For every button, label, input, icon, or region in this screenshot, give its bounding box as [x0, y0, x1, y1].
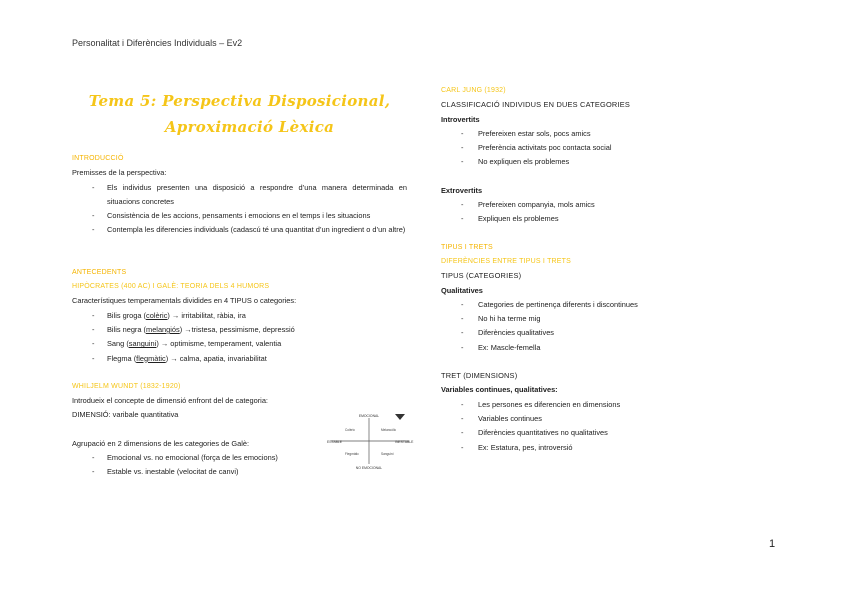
right-column — [441, 84, 741, 455]
list-item: - No hi ha terme mig — [461, 312, 741, 326]
list-item: - Sang (sanguini) → optimisme, temperament, valentia — [92, 337, 407, 351]
extroverts-list — [441, 198, 741, 227]
humors-list — [72, 309, 407, 366]
list-item: - Bilis groga (colèric) → irritabilitat, ràbia, ira — [92, 309, 407, 323]
qualitatives-label: Qualitatives — [441, 285, 483, 295]
wundt-line-1: Introdueix el concepte de dimensió enfront del de categoria: — [72, 396, 268, 406]
list-item: - Flegma (flegmàtic) → calma, apatia, invariabilitat — [92, 352, 407, 366]
quadrant-label: Sanguini — [381, 452, 394, 456]
title-line-1: Tema 5: Perspectiva Disposicional, — [88, 92, 391, 110]
axis-label-top: EMOCIONAL — [358, 414, 380, 418]
antecedents-lead: Característiques temperamentals dividides en 4 TIPUS o categories: — [72, 296, 297, 306]
hippocrates-heading: HIPÒCRATES (400 AC) I GALÈ: TEORIA DELS 4 HUMORS — [72, 283, 270, 291]
types-subheading: DIFERÈNCIES ENTRE TIPUS I TRETS — [441, 257, 572, 265]
antecedents-heading: ANTECEDENTS — [72, 268, 127, 276]
axis-label-bottom: NO EMOCIONAL — [355, 466, 383, 470]
list-item: - Consistència de les accions, pensaments i emocions en el temps i les situacions — [92, 209, 407, 223]
list-item: - Prefereixen estar sols, pocs amics — [461, 127, 741, 141]
list-item: - Contempla les diferencies individuals (cadascú té una quantitat d’un ingredient o d’un altre) — [92, 223, 407, 237]
list-item: - No expliquen els problemes — [461, 155, 741, 169]
intro-heading: INTRODUCCIÓ — [72, 155, 124, 162]
list-item: - Variables continues — [461, 412, 741, 426]
wundt-dimensions-diagram — [323, 412, 415, 470]
list-item: - Prefereixen companyia, mols amics — [461, 198, 741, 212]
wundt-line-2: DIMENSIÓ: varibale quantitativa — [72, 410, 179, 420]
list-item: - Categories de pertinença diferents i discontinues — [461, 298, 741, 312]
intro-lead: Premisses de la perspectiva: — [72, 168, 167, 178]
tret-label: TRET (DIMENSIONS) — [441, 371, 518, 381]
list-item: - Preferència activitats poc contacta social — [461, 141, 741, 155]
continues-label: Variables continues, qualitatives: — [441, 385, 558, 395]
list-item: - Els individus presenten una disposició a respondre d’una manera determinada en situacions concretes — [92, 181, 407, 210]
qualitatives-list — [441, 298, 741, 355]
list-item: - Emocional vs. no emocional (força de les emocions) — [92, 451, 407, 465]
axis-label-left: ESTABLE — [327, 440, 343, 444]
document-title — [72, 88, 407, 140]
list-item: - Les persones es diferencien en dimensions — [461, 398, 741, 412]
list-item: - Estable vs. inestable (velocitat de canvi) — [92, 465, 407, 479]
tipus-label: TIPUS (CATEGORIES) — [441, 271, 522, 281]
introverts-list — [441, 127, 741, 170]
continues-list — [441, 398, 741, 455]
axis-label-right: INESTABLE — [395, 440, 414, 444]
list-item: - Expliquen els problemes — [461, 212, 741, 226]
intro-list — [72, 181, 407, 238]
introverts-label: Introvertits — [441, 114, 480, 124]
title-line-2: Aproximació Lèxica — [164, 118, 335, 136]
page-number: 1 — [769, 538, 776, 550]
wundt-lead: Agrupació en 2 dimensions de les categories de Galè: — [72, 438, 250, 448]
list-item: - Bilis negra (melangiós) →tristesa, pessimisme, depressió — [92, 323, 407, 337]
extroverts-label: Extrovertits — [441, 185, 483, 195]
quadrant-label: Melancòlic — [381, 428, 397, 432]
list-item: - Diferències qualitatives — [461, 326, 741, 340]
jung-heading: CARL JUNG (1932) — [441, 87, 506, 94]
jung-subheading: CLASSIFICACIÓ INDIVIDUS EN DUES CATEGORIES — [441, 100, 630, 110]
list-item: - Diferències quantitatives no qualitatives — [461, 426, 741, 440]
types-heading: TIPUS I TRETS — [441, 243, 493, 251]
list-item: - Ex: Mascle-femella — [461, 341, 741, 355]
wundt-heading: WHILJELM WUNDT (1832-1920) — [72, 382, 181, 390]
quadrant-label: Colèric — [345, 428, 355, 432]
quadrant-label: Flegmàtic — [345, 452, 359, 456]
running-header: Personalitat i Diferències Individuals – Ev2 — [72, 38, 243, 48]
list-item: - Ex: Estatura, pes, introversió — [461, 441, 741, 455]
